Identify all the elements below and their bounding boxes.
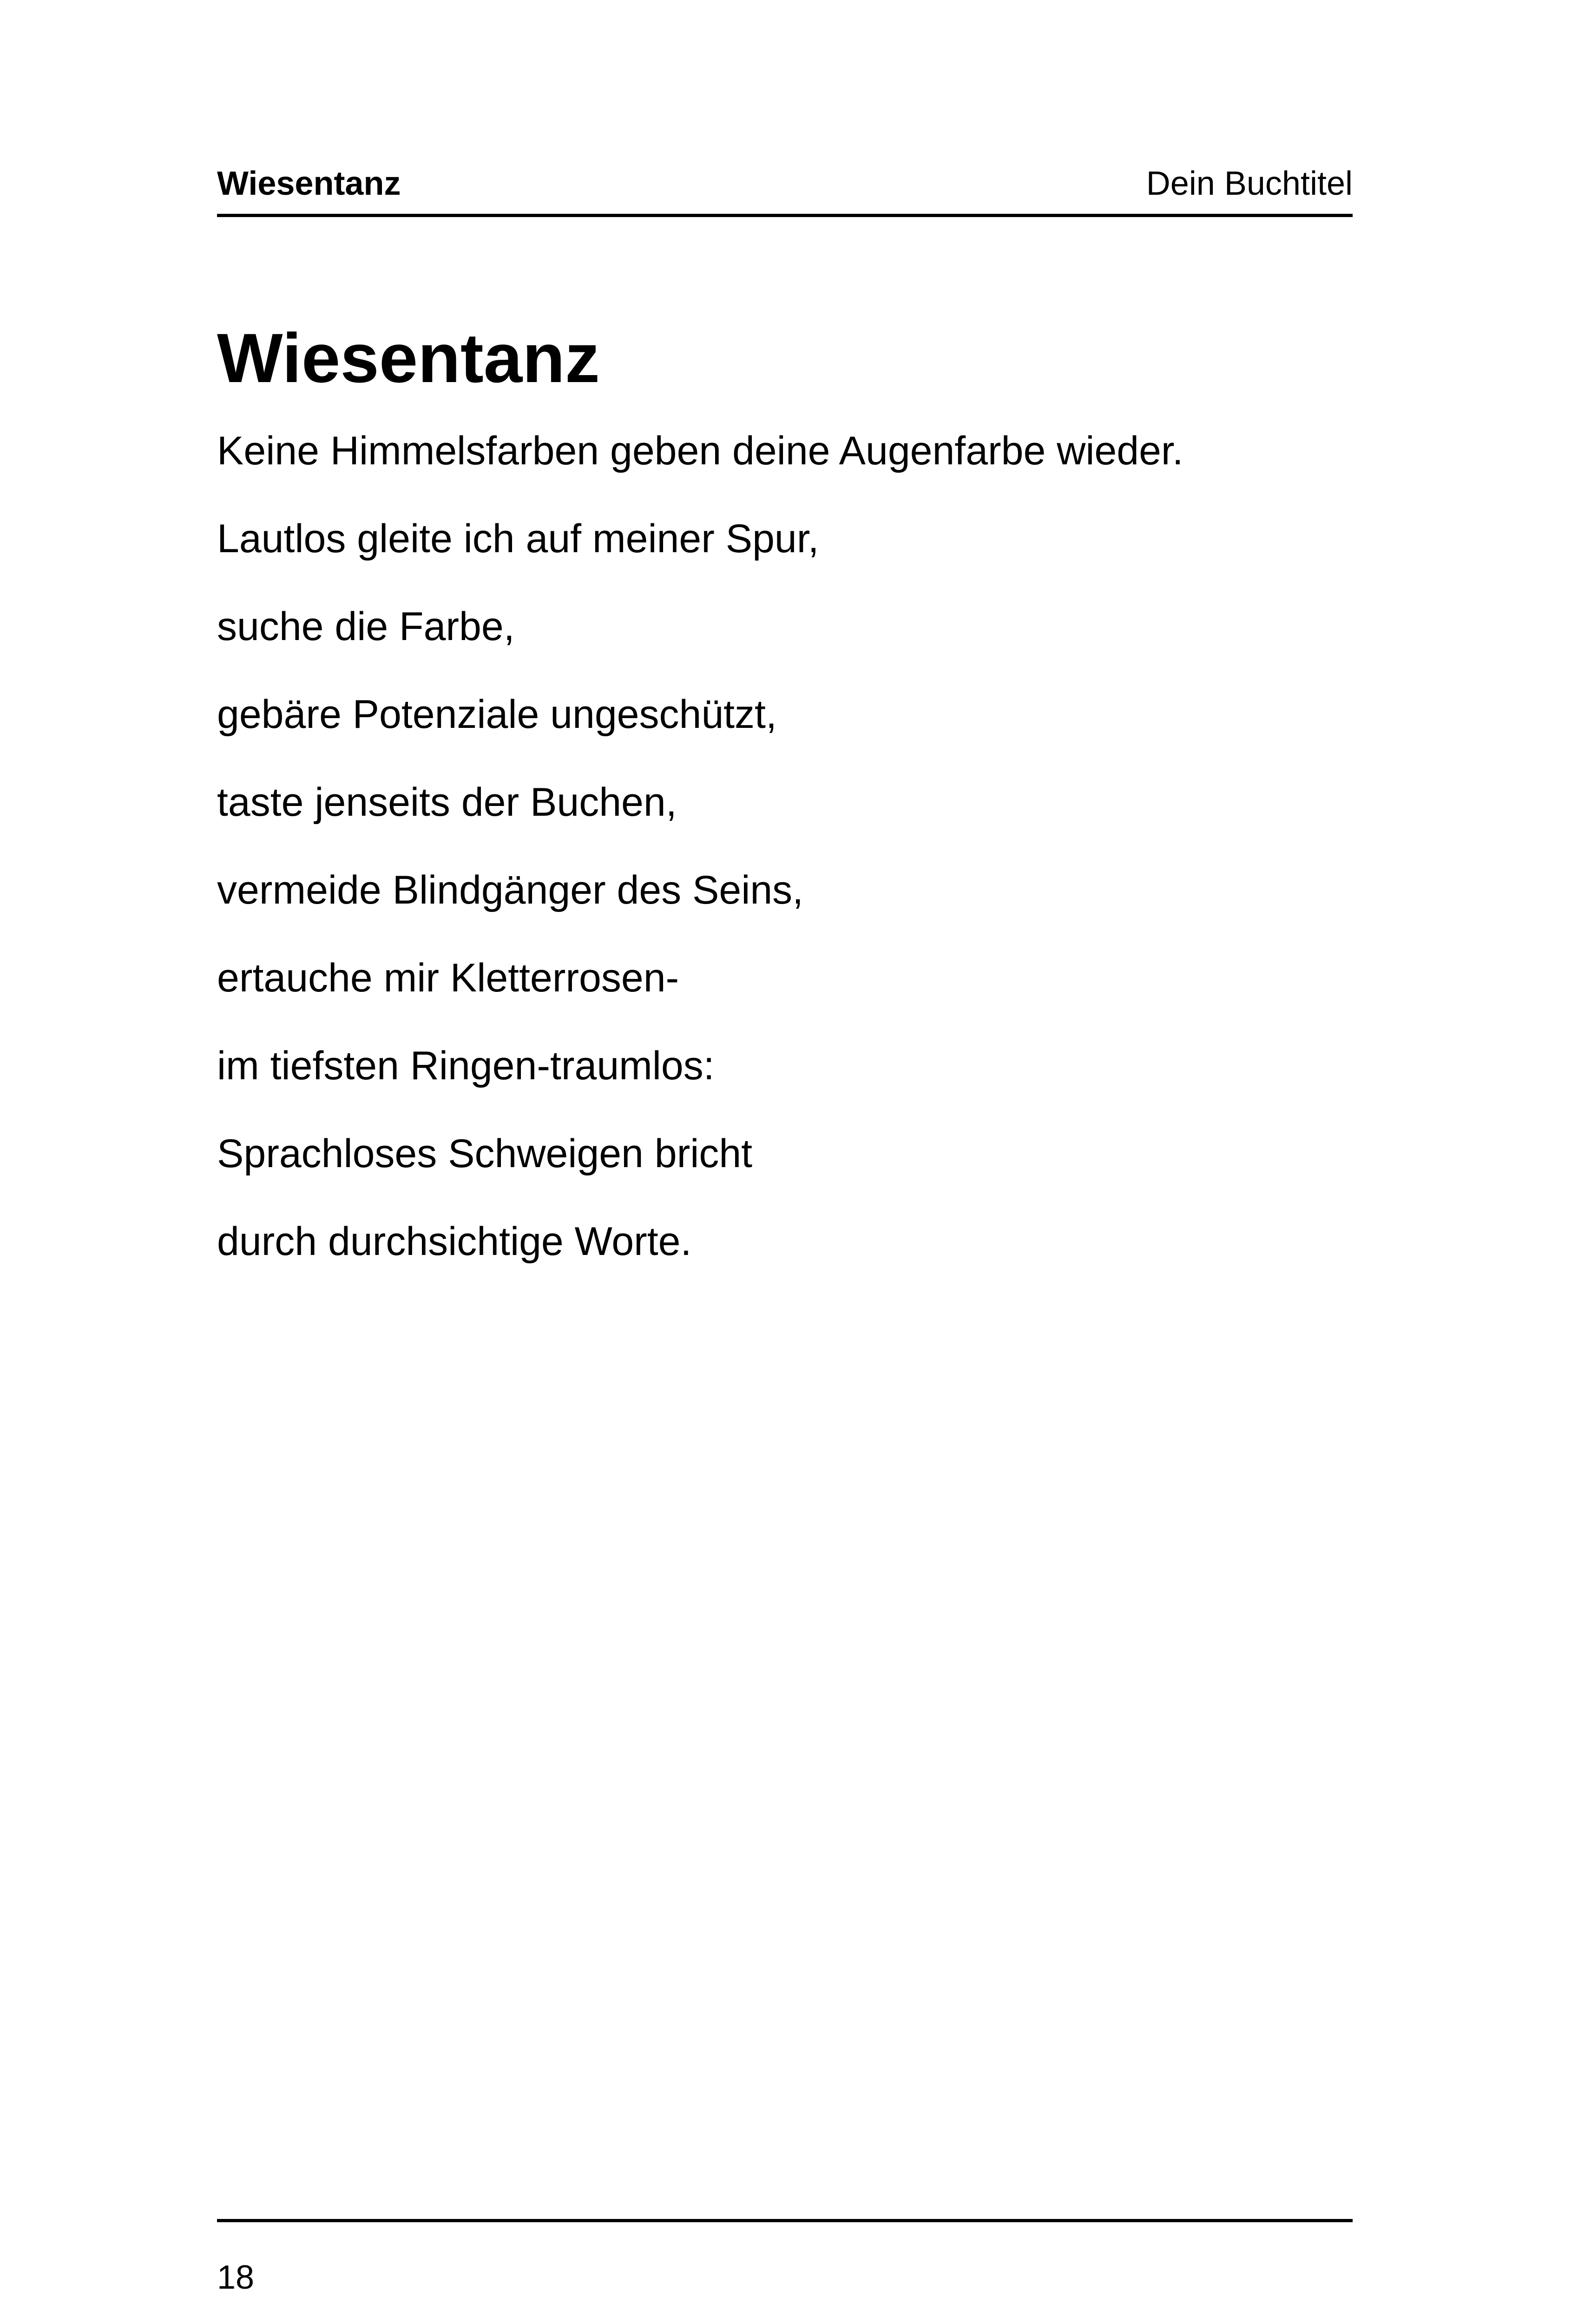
poem-line: ertauche mir Kletterrosen-	[217, 956, 679, 1000]
header-book-title: Dein Buchtitel	[1146, 165, 1353, 202]
poem-body	[217, 428, 1353, 1306]
poem-line: Sprachloses Schweigen bricht	[217, 1131, 753, 1176]
poem-line: taste jenseits der Buchen,	[217, 780, 677, 825]
poem-line: im tiefsten Ringen-traumlos:	[217, 1043, 715, 1088]
page-number: 18	[217, 2259, 255, 2296]
poem-line: vermeide Blindgänger des Seins,	[217, 868, 804, 912]
poem-line: Keine Himmelsfarben geben deine Augenfarbe wieder.	[217, 429, 1183, 473]
header-section-title: Wiesentanz	[217, 165, 401, 202]
poem-line: suche die Farbe,	[217, 604, 515, 649]
poem-line: durch durchsichtige Worte.	[217, 1219, 692, 1264]
poem-line: Lautlos gleite ich auf meiner Spur,	[217, 516, 819, 561]
running-header	[217, 158, 1353, 214]
header-divider	[217, 214, 1353, 217]
footer-divider	[217, 2219, 1353, 2222]
poem-line: gebäre Potenziale ungeschützt,	[217, 692, 777, 737]
poem-title: Wiesentanz	[217, 319, 600, 397]
